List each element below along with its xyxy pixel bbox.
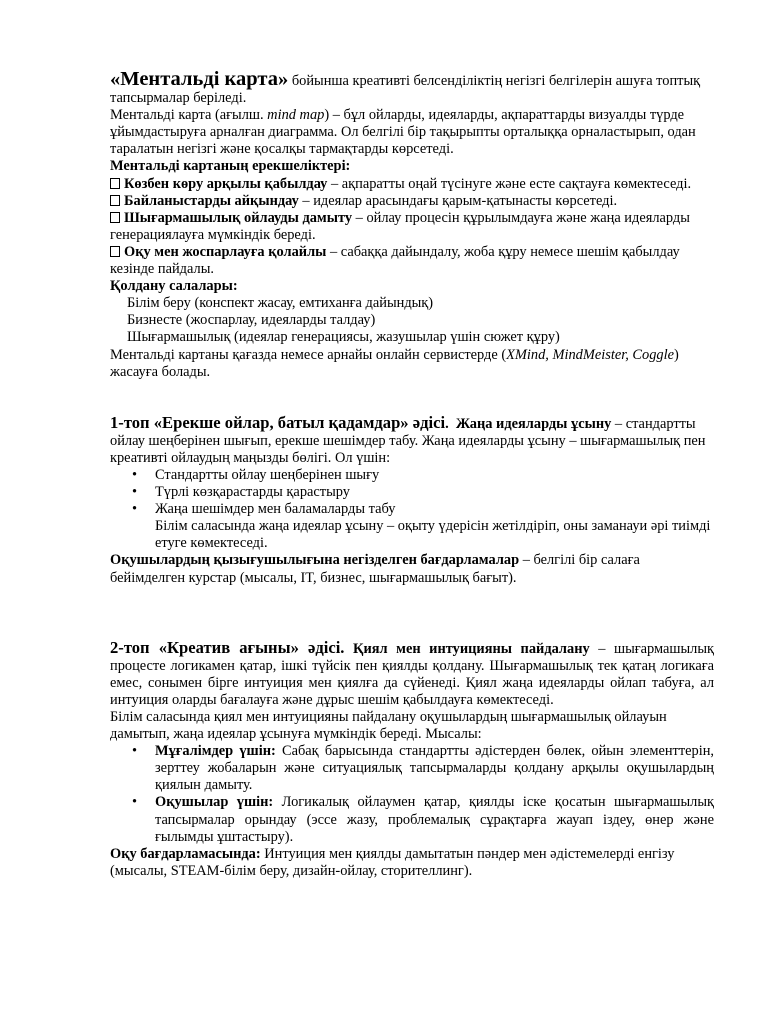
bullet-icon: • — [132, 501, 138, 518]
group1-bullet-list — [110, 467, 714, 518]
bullet-icon: • — [132, 466, 138, 483]
definition-english-term: mind map — [267, 107, 325, 124]
bullet-icon: • — [132, 743, 138, 760]
list-item — [110, 467, 714, 484]
group1-heading-dot: . — [445, 415, 449, 432]
checkbox-icon — [110, 212, 120, 223]
list-item-text: Стандартты ойлау шеңберінен шығу — [155, 466, 380, 483]
group1-lead-bold: Жаңа идеяларды ұсыну — [455, 415, 612, 432]
definition-text-2: ) – бұл ойларды, идеяларды, ақпараттарды визуалды түрде ұйымдастыруға арналған диаграмма. Ол белгілі бір тақырыпты орталыққа орналастырып, одан таралатын негізгі және қосалқы тармақтарды көрсетеді. — [110, 107, 696, 158]
group2-lead-bold: Қиял мен интуицияны пайдалану — [353, 640, 590, 657]
group2-bullet-list — [110, 743, 714, 846]
feature-item — [110, 193, 714, 210]
group1-lead-text: – стандартты ойлау шеңберінен шығып, ерекше шешімдер табу. Жаңа идеяларды ұсыну – шығармашылық пен креативті ойлаудың маңызды бөлігі. Ол үшін: — [110, 415, 706, 466]
usage-item: Бизнесте (жоспарлау, идеяларды талдау) — [127, 312, 376, 329]
feature-text: – сабаққа дайындалу, жоба құру немесе шешім қабылдау кезінде пайдалы. — [110, 243, 680, 278]
list-item-text: Сабақ барысында стандартты әдістерден бөлек, ойын элементтерін, зерттеу жобаларын және ситуациялық тапсырмаларды қолдану арқылы оқушылардың қиялын дамыту. — [155, 743, 715, 794]
group2-lead-paragraph — [110, 639, 714, 709]
mindmap-definition — [110, 107, 714, 158]
list-item — [110, 743, 714, 794]
feature-title: Байланыстарды айқындау — [124, 192, 299, 209]
list-item-bold: Мұғалімдер үшін: — [155, 743, 276, 760]
usage-item: Шығармашылық (идеялар генерациясы, жазушылар үшін сюжет құру) — [127, 329, 560, 346]
group2-program-bold: Оқу бағдарламасында: — [110, 845, 261, 862]
group2-section — [110, 639, 714, 880]
closing-paragraph — [110, 347, 714, 381]
features-heading: Ментальді картаның ерекшеліктері: — [110, 158, 351, 175]
feature-item — [110, 176, 714, 193]
closing-text-1: Ментальді картаны қағазда немесе арнайы онлайн сервистерде ( — [110, 346, 507, 363]
feature-title: Оқу мен жоспарлауға қолайлы — [124, 243, 327, 260]
checkbox-icon — [110, 246, 120, 257]
bullet-icon: • — [132, 484, 138, 501]
usage-item: Білім беру (конспект жасау, емтиханға дайындық) — [127, 295, 434, 312]
checkbox-icon — [110, 195, 120, 206]
intro-title-paragraph — [110, 68, 714, 107]
list-item-text: Жаңа шешімдер мен баламаларды табу — [155, 501, 396, 518]
list-item-text: Логикалық ойлаумен қатар, қиялды іске қосатын шығармашылық тапсырмалар орындау (эссе жазу, проблемалық сұрақтарға жауап іздеу, өнер және ғылымды ұштастыру). — [155, 794, 714, 845]
group1-lead-paragraph — [110, 414, 714, 467]
feature-text: – ақпаратты оңай түсінуге және есте сақтауға көмектеседі. — [327, 175, 692, 192]
feature-item — [110, 244, 714, 278]
group2-program-paragraph — [110, 846, 714, 880]
group1-program-text: – белгілі бір салаға бейімделген курстар (мысалы, IT, бизнес, шығармашылық бағыт). — [110, 552, 640, 586]
group2-heading: 2-топ «Креатив ағыны» әдісі. — [110, 637, 345, 657]
list-item — [110, 501, 714, 518]
intro-title-rest: бойынша креативті белсенділіктің негізгі белгілерін ашуға топтық тапсырмалар беріледі. — [110, 73, 701, 107]
list-item — [110, 794, 714, 845]
group1-heading: 1-топ «Ерекше ойлар, батыл қадамдар» әдісі — [110, 412, 446, 432]
list-item-text: Түрлі көзқарастарды қарастыру — [155, 484, 350, 501]
feature-title: Шығармашылық ойлауды дамыту — [124, 209, 353, 226]
definition-text-1: Ментальді карта (ағылш. — [110, 107, 268, 124]
group2-paragraph: Білім саласында қиял мен интуицияны пайдалану оқушылардың шығармашылық ойлауын дамытып, жаңа идеялар ұсынуға мүмкіндік береді. Мысалы: — [110, 709, 667, 743]
closing-text-2: ) жасауға болады. — [110, 346, 679, 380]
feature-text: – идеялар арасындағы қарым-қатынасты көрсетеді. — [298, 192, 618, 209]
usage-heading: Қолдану салалары: — [110, 278, 238, 295]
intro-title: «Ментальді карта» — [110, 68, 289, 90]
group1-program-paragraph — [110, 552, 714, 586]
list-item-bold: Оқушылар үшін: — [155, 794, 274, 811]
bullet-icon: • — [132, 794, 138, 811]
feature-title: Көзбен көру арқылы қабылдау — [124, 175, 328, 192]
checkbox-icon — [110, 178, 120, 189]
group1-bullet-continuation: Білім саласында жаңа идеялар ұсыну – оқыту үдерісін жетілдіріп, оны заманауи әрі тиімді етуге көмектеседі. — [155, 518, 711, 552]
group1-section — [110, 414, 714, 587]
group2-program-text: Интуиция мен қиялды дамытатын пәндер мен әдістемелерді енгізу (мысалы, STEAM-білім беру, дизайн-ойлау, сторителлинг). — [110, 845, 675, 879]
group1-program-bold: Оқушылардың қызығушылығына негізделген бағдарламалар — [110, 552, 520, 569]
feature-text: – ойлау процесін құрылымдауға және жаңа идеяларды генерациялауға мүмкіндік береді. — [110, 209, 690, 243]
list-item — [110, 484, 714, 501]
group2-lead-text: – шығармашылық процесте логикамен қатар, ішкі түйсік пен қиялды қолдану. Шығармашылық тек қатаң логикаға емес, сонымен бірге интуиция мен қиялға да сүйенеді. Қиял жаңа идеяларды ойлап табуға, ал интуиция оларды бағалауға және дұрыс шешім қабылдауға көмектеседі. — [110, 640, 714, 708]
closing-tools: XMind, MindMeister, Coggle — [506, 346, 674, 363]
document-body — [110, 68, 715, 880]
feature-item — [110, 210, 714, 244]
